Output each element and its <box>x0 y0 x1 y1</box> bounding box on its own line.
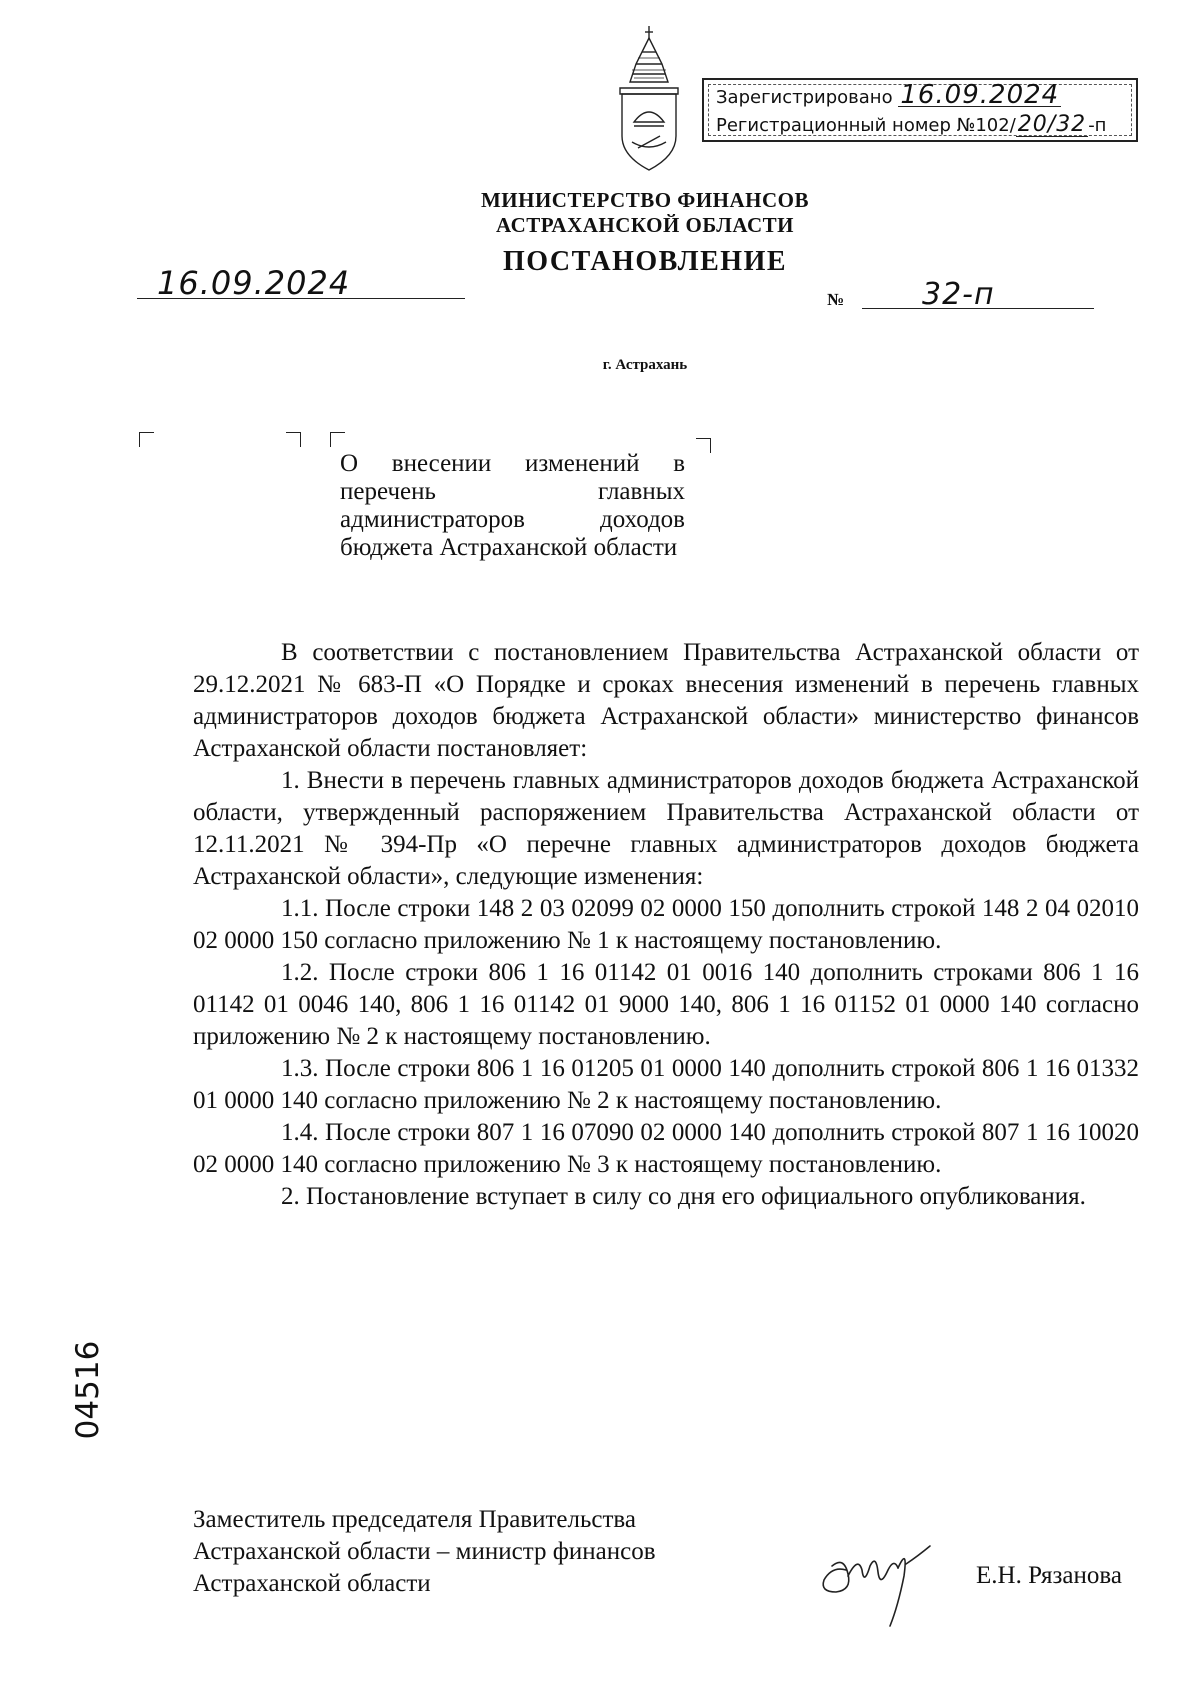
side-archive-number <box>70 1340 106 1440</box>
stamp-registered-date: 16.09.2024 <box>900 80 1060 110</box>
document-body <box>193 637 1139 1213</box>
document-date: 16.09.2024 <box>157 264 351 302</box>
stamp-reg-number-row <box>712 112 1128 140</box>
corner-mark-top-left <box>139 432 154 447</box>
city: г. Астрахань <box>602 357 688 373</box>
ministry-line-2: АСТРАХАНСКОЙ ОБЛАСТИ <box>495 213 795 237</box>
handwritten-signature <box>818 1526 968 1636</box>
subject-bracket-right <box>696 438 711 453</box>
ministry-line-1: МИНИСТЕРСТВО ФИНАНСОВ <box>480 188 810 212</box>
coat-of-arms-emblem <box>612 24 686 174</box>
stamp-reg-number-suffix: -п <box>1088 115 1107 136</box>
document-number: 32-п <box>922 277 995 312</box>
item-1-1-paragraph: 1.1. После строки 148 2 03 02099 02 0000 150 дополнить строкой 148 2 04 02010 02 0000 150 согласно приложению № 1 к настоящему постановлению. <box>193 895 1139 954</box>
ministry-name <box>0 188 1200 238</box>
signatory-title <box>193 1504 656 1600</box>
item-1-3-paragraph: 1.3. После строки 806 1 16 01205 01 0000 140 дополнить строкой 806 1 16 01332 01 0000 140 согласно приложению № 2 к настоящему постановлению. <box>193 1055 1139 1114</box>
stamp-reg-number-value: 20/32 <box>1017 112 1087 137</box>
signatory-title-line-2: Астраханской области – министр финансов <box>193 1538 656 1565</box>
subject-bracket-left <box>330 432 345 447</box>
stamp-registered-label: Зарегистрировано <box>716 87 893 108</box>
document-subject: О внесении изменений в перечень главных администраторов доходов бюджета Астраханской области <box>340 450 685 561</box>
item-2-paragraph: 2. Постановление вступает в силу со дня его официального опубликования. <box>281 1183 1086 1210</box>
item-1-paragraph: 1. Внести в перечень главных администраторов доходов бюджета Астраханской области, утвержденный распоряжением Правительства Астраханской области от 12.11.2021 № 394-Пр «О перечне главных администраторов доходов бюджета Астраханской области», следующие изменения: <box>193 767 1139 890</box>
number-label: № <box>827 290 845 309</box>
preamble-paragraph: В соответствии с постановлением Правительства Астраханской области от 29.12.2021 № 683-П «О Порядке и сроках внесения изменений в перечень главных администраторов доходов бюджета Астраханской области» министерство финансов Астраханской области постановляет: <box>193 639 1139 762</box>
signatory-name: Е.Н. Рязанова <box>976 1562 1122 1589</box>
date-field <box>137 262 465 302</box>
number-field <box>862 270 1094 312</box>
stamp-reg-number-label: Регистрационный номер №102/ <box>716 115 1016 136</box>
document-type: ПОСТАНОВЛЕНИЕ <box>502 246 788 277</box>
side-archive-number-text: 04516 <box>70 1340 106 1440</box>
item-1-4-paragraph: 1.4. После строки 807 1 16 07090 02 0000 140 дополнить строкой 807 1 16 10020 02 0000 140 согласно приложению № 3 к настоящему постановлению. <box>193 1119 1139 1178</box>
item-1-2-paragraph: 1.2. После строки 806 1 16 01142 01 0016 140 дополнить строками 806 1 16 01142 01 0046 140, 806 1 16 01142 01 9000 140, 806 1 16 01152 01 0000 140 согласно приложению № 2 к настоящему постановлению. <box>193 959 1139 1050</box>
corner-mark-top-right <box>286 432 301 447</box>
stamp-registered-row <box>712 80 1128 112</box>
registration-stamp <box>702 78 1138 142</box>
signatory-title-line-1: Заместитель председателя Правительства <box>193 1506 636 1533</box>
signatory-title-line-3: Астраханской области <box>193 1570 431 1597</box>
